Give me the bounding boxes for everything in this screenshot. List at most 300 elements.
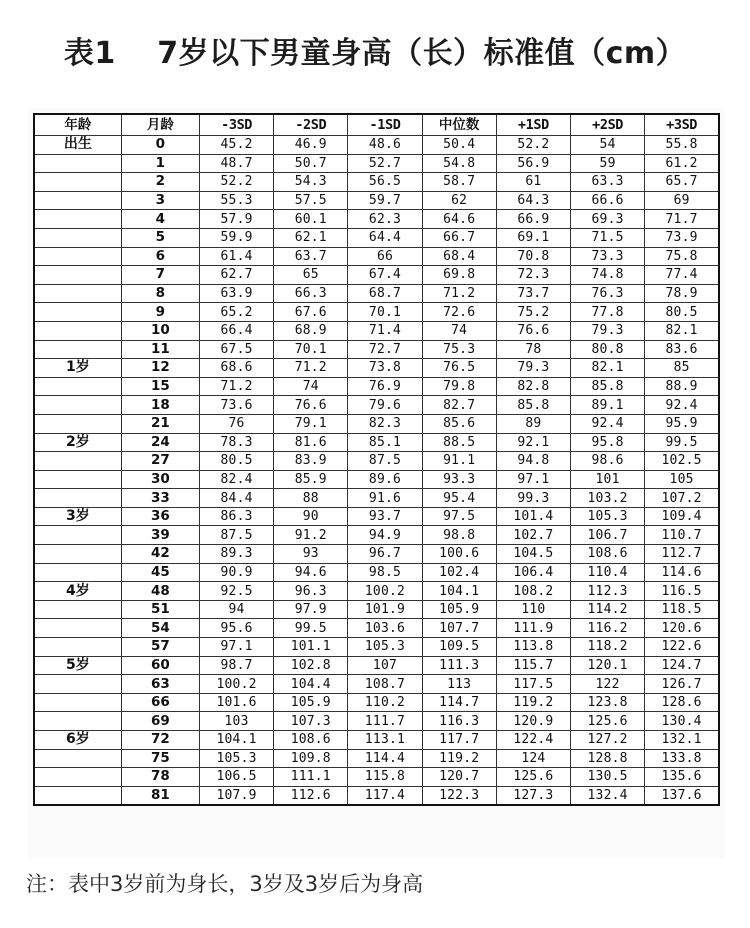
cell-value: 71.2 [199,377,273,396]
cell-value: 66.6 [570,191,644,210]
cell-value: 75.8 [645,247,719,266]
cell-value: 107.3 [274,712,348,731]
column-header-1: 月龄 [121,114,199,136]
cell-month: 3 [121,191,199,210]
cell-value: 76.5 [422,359,496,378]
column-header-0: 年龄 [34,114,121,136]
cell-value: 67.4 [348,266,422,285]
cell-value: 100.6 [422,545,496,564]
cell-value: 92.4 [570,414,644,433]
cell-value: 125.6 [570,712,644,731]
cell-value: 90 [274,507,348,526]
table-row [34,600,719,619]
cell-value: 106.7 [570,526,644,545]
cell-value: 67.6 [274,303,348,322]
cell-value: 82.4 [199,470,273,489]
cell-value: 104.4 [274,675,348,694]
cell-age: 5岁 [34,656,121,675]
cell-month: 39 [121,526,199,545]
cell-month: 6 [121,247,199,266]
cell-month: 8 [121,284,199,303]
table-row [34,656,719,675]
cell-month: 15 [121,377,199,396]
table-row [34,210,719,229]
cell-value: 60.1 [274,210,348,229]
cell-value: 79.3 [496,359,570,378]
cell-value: 115.7 [496,656,570,675]
cell-value: 72.6 [422,303,496,322]
cell-value: 91.2 [274,526,348,545]
cell-value: 62.1 [274,228,348,247]
cell-value: 56.9 [496,154,570,173]
cell-value: 94.9 [348,526,422,545]
cell-value: 79.1 [274,414,348,433]
cell-value: 122.4 [496,731,570,750]
cell-age [34,396,121,415]
cell-age [34,377,121,396]
table-header-row [34,114,719,136]
column-header-4: -1SD [348,114,422,136]
cell-value: 73.3 [570,247,644,266]
column-header-2: -3SD [199,114,273,136]
cell-value: 117.4 [348,786,422,805]
table-row [34,377,719,396]
cell-age [34,452,121,471]
cell-value: 54 [570,136,644,155]
cell-age [34,210,121,229]
growth-standard-table [33,113,720,806]
cell-value: 94 [199,600,273,619]
cell-value: 64.4 [348,228,422,247]
cell-age [34,786,121,805]
cell-value: 63.7 [274,247,348,266]
cell-value: 94.8 [496,452,570,471]
cell-value: 107.2 [645,489,719,508]
cell-value: 45.2 [199,136,273,155]
cell-value: 105 [645,470,719,489]
cell-value: 104.1 [199,731,273,750]
cell-month: 75 [121,749,199,768]
cell-value: 82.3 [348,414,422,433]
table-row [34,470,719,489]
cell-month: 10 [121,321,199,340]
cell-age [34,191,121,210]
cell-value: 98.8 [422,526,496,545]
cell-age [34,675,121,694]
cell-value: 97.5 [422,507,496,526]
cell-value: 119.2 [422,749,496,768]
cell-value: 77.4 [645,266,719,285]
table-row [34,396,719,415]
cell-value: 46.9 [274,136,348,155]
cell-age [34,303,121,322]
cell-value: 82.1 [570,359,644,378]
cell-value: 106.4 [496,563,570,582]
cell-value: 112.3 [570,582,644,601]
cell-value: 107.7 [422,619,496,638]
cell-value: 76.3 [570,284,644,303]
cell-value: 74 [422,321,496,340]
cell-value: 66.3 [274,284,348,303]
cell-value: 72.7 [348,340,422,359]
cell-value: 102.7 [496,526,570,545]
table-row [34,136,719,155]
cell-value: 98.5 [348,563,422,582]
column-header-5: 中位数 [422,114,496,136]
cell-age [34,154,121,173]
cell-age [34,284,121,303]
cell-age: 6岁 [34,731,121,750]
cell-value: 97.1 [199,638,273,657]
cell-value: 118.5 [645,600,719,619]
cell-age [34,749,121,768]
cell-value: 50.7 [274,154,348,173]
cell-month: 45 [121,563,199,582]
cell-value: 69.3 [570,210,644,229]
cell-value: 57.5 [274,191,348,210]
cell-age: 2岁 [34,433,121,452]
cell-value: 111.7 [348,712,422,731]
cell-age [34,247,121,266]
table-row [34,173,719,192]
table-row [34,303,719,322]
cell-value: 61.2 [645,154,719,173]
cell-value: 61 [496,173,570,192]
cell-value: 116.3 [422,712,496,731]
cell-value: 95.8 [570,433,644,452]
cell-month: 7 [121,266,199,285]
cell-value: 117.5 [496,675,570,694]
cell-value: 135.6 [645,768,719,787]
table-row [34,247,719,266]
cell-month: 57 [121,638,199,657]
cell-value: 95.9 [645,414,719,433]
cell-value: 99.5 [274,619,348,638]
table-row [34,154,719,173]
cell-value: 89.6 [348,470,422,489]
cell-value: 120.6 [645,619,719,638]
cell-value: 75.3 [422,340,496,359]
cell-value: 92.1 [496,433,570,452]
cell-value: 96.7 [348,545,422,564]
cell-value: 120.9 [496,712,570,731]
cell-value: 103 [199,712,273,731]
cell-value: 109.8 [274,749,348,768]
table-row [34,507,719,526]
cell-month: 63 [121,675,199,694]
cell-value: 130.4 [645,712,719,731]
cell-value: 98.6 [570,452,644,471]
cell-value: 83.6 [645,340,719,359]
cell-month: 60 [121,656,199,675]
cell-value: 78.9 [645,284,719,303]
cell-value: 71.4 [348,321,422,340]
cell-value: 104.5 [496,545,570,564]
cell-value: 107 [348,656,422,675]
table-header [34,114,719,136]
cell-value: 71.7 [645,210,719,229]
cell-value: 98.7 [199,656,273,675]
cell-value: 106.5 [199,768,273,787]
cell-value: 105.9 [422,600,496,619]
cell-value: 122 [570,675,644,694]
cell-value: 108.6 [274,731,348,750]
cell-month: 1 [121,154,199,173]
cell-value: 76.9 [348,377,422,396]
cell-value: 55.3 [199,191,273,210]
cell-value: 110.4 [570,563,644,582]
cell-value: 66 [348,247,422,266]
cell-value: 132.4 [570,786,644,805]
cell-value: 93.3 [422,470,496,489]
cell-value: 71.5 [570,228,644,247]
cell-value: 62.7 [199,266,273,285]
cell-value: 79.6 [348,396,422,415]
table-row [34,712,719,731]
cell-value: 108.6 [570,545,644,564]
cell-month: 2 [121,173,199,192]
cell-month: 81 [121,786,199,805]
cell-value: 70.1 [274,340,348,359]
cell-age [34,712,121,731]
cell-value: 54.3 [274,173,348,192]
cell-age [34,228,121,247]
cell-value: 79.3 [570,321,644,340]
table-row [34,582,719,601]
cell-value: 52.2 [199,173,273,192]
cell-value: 87.5 [199,526,273,545]
cell-value: 71.2 [274,359,348,378]
cell-age [34,266,121,285]
cell-value: 120.7 [422,768,496,787]
table-row [34,452,719,471]
cell-value: 85.6 [422,414,496,433]
cell-value: 120.1 [570,656,644,675]
cell-value: 88.9 [645,377,719,396]
cell-value: 72.3 [496,266,570,285]
cell-value: 103.6 [348,619,422,638]
cell-value: 130.5 [570,768,644,787]
cell-month: 27 [121,452,199,471]
cell-value: 105.3 [348,638,422,657]
cell-value: 73.8 [348,359,422,378]
cell-value: 74 [274,377,348,396]
cell-age [34,563,121,582]
cell-value: 123.8 [570,693,644,712]
cell-value: 110.7 [645,526,719,545]
cell-age: 4岁 [34,582,121,601]
cell-value: 70.8 [496,247,570,266]
cell-value: 89.3 [199,545,273,564]
cell-value: 114.4 [348,749,422,768]
cell-value: 108.2 [496,582,570,601]
cell-month: 51 [121,600,199,619]
cell-value: 111.9 [496,619,570,638]
cell-value: 95.6 [199,619,273,638]
cell-value: 64.3 [496,191,570,210]
cell-value: 88.5 [422,433,496,452]
cell-value: 62 [422,191,496,210]
table-row [34,563,719,582]
cell-month: 36 [121,507,199,526]
cell-value: 52.7 [348,154,422,173]
cell-value: 92.4 [645,396,719,415]
cell-age [34,638,121,657]
cell-value: 80.5 [199,452,273,471]
cell-month: 24 [121,433,199,452]
cell-value: 90.9 [199,563,273,582]
cell-value: 93.7 [348,507,422,526]
cell-value: 101.9 [348,600,422,619]
table-body [34,136,719,806]
table-row [34,191,719,210]
cell-value: 70.1 [348,303,422,322]
cell-value: 69 [645,191,719,210]
cell-month: 21 [121,414,199,433]
cell-value: 102.5 [645,452,719,471]
cell-value: 97.1 [496,470,570,489]
cell-age [34,526,121,545]
table-row [34,489,719,508]
cell-value: 66.4 [199,321,273,340]
cell-value: 65.2 [199,303,273,322]
table-row [34,638,719,657]
cell-value: 92.5 [199,582,273,601]
cell-value: 101.4 [496,507,570,526]
cell-value: 58.7 [422,173,496,192]
cell-value: 100.2 [348,582,422,601]
cell-value: 82.1 [645,321,719,340]
cell-value: 119.2 [496,693,570,712]
column-header-3: -2SD [274,114,348,136]
cell-age [34,321,121,340]
cell-value: 85.1 [348,433,422,452]
cell-month: 48 [121,582,199,601]
cell-value: 105.3 [570,507,644,526]
cell-value: 113 [422,675,496,694]
cell-month: 54 [121,619,199,638]
cell-value: 56.5 [348,173,422,192]
cell-value: 76 [199,414,273,433]
cell-value: 86.3 [199,507,273,526]
cell-value: 114.2 [570,600,644,619]
cell-value: 110 [496,600,570,619]
table-note: 注：表中3岁前为身长，3岁及3岁后为身高 [26,872,424,896]
cell-value: 62.3 [348,210,422,229]
cell-value: 82.7 [422,396,496,415]
cell-value: 76.6 [274,396,348,415]
table-row [34,321,719,340]
cell-value: 91.1 [422,452,496,471]
cell-month: 4 [121,210,199,229]
cell-value: 65.7 [645,173,719,192]
cell-value: 63.3 [570,173,644,192]
table-row [34,526,719,545]
cell-value: 125.6 [496,768,570,787]
cell-value: 126.7 [645,675,719,694]
cell-value: 59 [570,154,644,173]
cell-value: 87.5 [348,452,422,471]
cell-value: 54.8 [422,154,496,173]
table-row [34,266,719,285]
cell-value: 75.2 [496,303,570,322]
cell-value: 116.5 [645,582,719,601]
cell-value: 52.2 [496,136,570,155]
cell-age [34,173,121,192]
cell-month: 42 [121,545,199,564]
cell-value: 80.5 [645,303,719,322]
table-row [34,284,719,303]
cell-value: 102.8 [274,656,348,675]
cell-value: 97.9 [274,600,348,619]
cell-value: 55.8 [645,136,719,155]
cell-value: 66.7 [422,228,496,247]
cell-value: 64.6 [422,210,496,229]
cell-month: 5 [121,228,199,247]
cell-age [34,470,121,489]
table-row [34,545,719,564]
cell-value: 124 [496,749,570,768]
cell-value: 66.9 [496,210,570,229]
cell-value: 113.8 [496,638,570,657]
cell-value: 122.6 [645,638,719,657]
cell-month: 66 [121,693,199,712]
cell-value: 104.1 [422,582,496,601]
cell-value: 61.4 [199,247,273,266]
table-row [34,433,719,452]
cell-age [34,489,121,508]
cell-value: 74.8 [570,266,644,285]
cell-value: 82.8 [496,377,570,396]
cell-value: 99.5 [645,433,719,452]
cell-value: 101 [570,470,644,489]
cell-value: 107.9 [199,786,273,805]
table-row [34,359,719,378]
table-row [34,675,719,694]
cell-value: 73.6 [199,396,273,415]
cell-month: 72 [121,731,199,750]
cell-value: 109.4 [645,507,719,526]
cell-value: 95.4 [422,489,496,508]
cell-value: 112.7 [645,545,719,564]
cell-value: 77.8 [570,303,644,322]
cell-value: 105.3 [199,749,273,768]
cell-value: 94.6 [274,563,348,582]
cell-month: 18 [121,396,199,415]
cell-month: 33 [121,489,199,508]
cell-value: 116.2 [570,619,644,638]
cell-value: 110.2 [348,693,422,712]
cell-value: 127.2 [570,731,644,750]
cell-value: 71.2 [422,284,496,303]
cell-value: 118.2 [570,638,644,657]
cell-value: 78 [496,340,570,359]
cell-value: 105.9 [274,693,348,712]
table-row [34,414,719,433]
cell-value: 76.6 [496,321,570,340]
cell-month: 69 [121,712,199,731]
cell-value: 85.9 [274,470,348,489]
cell-value: 67.5 [199,340,273,359]
cell-value: 79.8 [422,377,496,396]
cell-value: 115.8 [348,768,422,787]
column-header-7: +2SD [570,114,644,136]
cell-value: 111.1 [274,768,348,787]
cell-value: 57.9 [199,210,273,229]
cell-value: 102.4 [422,563,496,582]
cell-age: 3岁 [34,507,121,526]
cell-value: 109.5 [422,638,496,657]
